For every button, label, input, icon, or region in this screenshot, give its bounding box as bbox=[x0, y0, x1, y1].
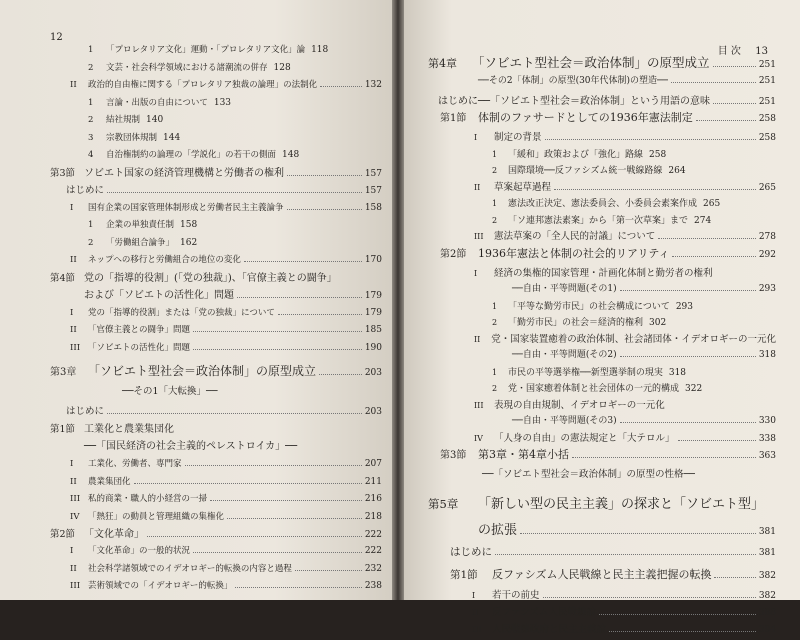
entry-title: ──自由・平等問題(その1) bbox=[512, 284, 617, 294]
toc-entry bbox=[50, 307, 382, 325]
dot-leader bbox=[520, 533, 756, 534]
entry-title: 反ファシズム人民戦線論 bbox=[492, 607, 597, 618]
entry-title: 経済の集権的国家管理・計画化体制と勤労者の権利 bbox=[494, 267, 713, 279]
entry-page-number: 265 bbox=[758, 182, 776, 193]
entry-label: 第4章 bbox=[428, 57, 457, 70]
dot-leader bbox=[599, 614, 756, 615]
dot-leader bbox=[227, 518, 362, 519]
toc-entry bbox=[428, 214, 776, 231]
entry-number: 1 bbox=[88, 97, 94, 108]
dot-leader bbox=[671, 82, 756, 83]
entry-title: 「ソ連邦憲法素案」から「第一次草案」まで bbox=[508, 215, 689, 226]
entry-page-number: 211 bbox=[364, 476, 382, 487]
entry-page-number: 140 bbox=[146, 115, 164, 125]
toc-entry bbox=[428, 164, 776, 181]
toc-list-right bbox=[428, 56, 776, 640]
entry-title: ──その1「大転換」── bbox=[122, 386, 218, 397]
entry-title: 憲法草案の「全人民的討議」について bbox=[494, 231, 656, 242]
entry-page-number: 222 bbox=[364, 530, 382, 540]
toc-entry bbox=[428, 623, 776, 640]
entry-page-number: 157 bbox=[364, 168, 382, 179]
entry-page-number: 216 bbox=[364, 494, 382, 504]
entry-number: II bbox=[70, 476, 77, 487]
entry-title: 1936年憲法と体制の社会的リアリティ bbox=[478, 246, 670, 260]
toc-entry bbox=[50, 476, 382, 494]
entry-page-number: 179 bbox=[364, 290, 382, 301]
entry-page-number: 179 bbox=[364, 307, 382, 318]
entry-number: 4 bbox=[88, 150, 94, 160]
entry-number: II bbox=[70, 255, 77, 265]
toc-entry bbox=[428, 606, 776, 623]
entry-page-number: 338 bbox=[758, 433, 776, 444]
toc-entry bbox=[428, 230, 776, 247]
entry-page-number: 203 bbox=[364, 368, 382, 378]
dot-leader bbox=[193, 331, 362, 332]
entry-title: 反ファシズム人民戦線と民主主義把握の転換 bbox=[492, 568, 712, 581]
entry-title: 自治権制約の論理の「学説化」の若干の側面 bbox=[106, 150, 277, 160]
entry-number: I bbox=[70, 307, 74, 318]
left-page bbox=[0, 0, 392, 600]
entry-number: 2 bbox=[88, 115, 94, 125]
entry-number: II bbox=[70, 80, 77, 90]
toc-entry bbox=[428, 197, 776, 214]
dot-leader bbox=[495, 554, 756, 555]
toc-list-left bbox=[50, 44, 382, 598]
entry-title: および「ソビエトの活性化」問題 bbox=[84, 289, 234, 301]
entry-page-number: 185 bbox=[364, 325, 382, 335]
entry-title: 文芸・社会科学領域における諸潮流の併存 bbox=[106, 62, 268, 73]
entry-page-number: 133 bbox=[213, 97, 232, 108]
entry-title: 「勤労市民」の社会＝経済的権利 bbox=[508, 318, 644, 328]
entry-page-number: 203 bbox=[364, 407, 382, 417]
toc-entry bbox=[50, 385, 382, 405]
dot-leader bbox=[295, 570, 362, 571]
entry-number: III bbox=[474, 400, 484, 410]
entry-page-number: 232 bbox=[364, 563, 382, 574]
entry-page-number: 207 bbox=[364, 459, 382, 469]
entry-number: II bbox=[472, 608, 479, 617]
entry-page-number: 128 bbox=[273, 62, 291, 73]
entry-title: 農業集団化 bbox=[88, 476, 131, 487]
toc-entry bbox=[428, 399, 776, 416]
dot-leader bbox=[278, 314, 362, 315]
page-number-left: 12 bbox=[50, 32, 63, 43]
entry-title: 「新しい型の民主主義」の探求と「ソビエト型」 bbox=[478, 497, 765, 512]
entry-title: 国有企業の国家管理体制形成と労働者民主主義論争 bbox=[88, 202, 284, 213]
entry-page-number: 251 bbox=[758, 97, 776, 107]
entry-title: 「文化革命」の一般的状況 bbox=[88, 546, 191, 556]
toc-entry bbox=[428, 432, 776, 449]
toc-entry bbox=[428, 181, 776, 198]
entry-title: はじめに bbox=[66, 184, 105, 196]
toc-entry bbox=[428, 415, 776, 432]
entry-page-number: 394 bbox=[758, 625, 776, 635]
entry-number: 1 bbox=[492, 149, 498, 159]
toc-entry bbox=[50, 272, 382, 289]
entry-number: 2 bbox=[492, 215, 498, 225]
dot-leader bbox=[185, 465, 362, 466]
entry-label: 第2節 bbox=[440, 248, 467, 260]
toc-entry bbox=[50, 237, 382, 255]
toc-entry bbox=[50, 254, 382, 272]
entry-title: 党の「指導的役割」(「党の独裁」)、「官僚主義との闘争」 bbox=[84, 272, 337, 284]
entry-page-number: 381 bbox=[758, 527, 776, 537]
toc-entry bbox=[50, 528, 382, 545]
entry-title: 「平等な勤労市民」の社会構成について bbox=[508, 301, 670, 312]
toc-entry bbox=[50, 423, 382, 440]
entry-title: はじめに bbox=[66, 406, 105, 417]
toc-entry bbox=[50, 493, 382, 511]
entry-page-number: 274 bbox=[694, 215, 712, 226]
entry-page-number: 293 bbox=[758, 284, 776, 294]
toc-entry bbox=[50, 440, 382, 458]
dot-leader bbox=[134, 483, 362, 484]
toc-entry bbox=[50, 97, 382, 115]
dot-leader bbox=[210, 500, 362, 501]
toc-entry bbox=[428, 247, 776, 267]
toc-entry bbox=[428, 75, 776, 95]
dot-leader bbox=[193, 349, 362, 350]
entry-title: 若干の前史 bbox=[492, 590, 540, 601]
entry-title: ──自由・平等問題(その2) bbox=[512, 350, 617, 360]
entry-page-number: 278 bbox=[758, 232, 776, 242]
entry-label: 第2節 bbox=[50, 529, 76, 540]
entry-label: 第1節 bbox=[450, 569, 478, 581]
dot-leader bbox=[672, 256, 755, 257]
entry-page-number: 222 bbox=[364, 546, 382, 556]
entry-page-number: 218 bbox=[364, 511, 382, 522]
entry-number: 1 bbox=[492, 301, 498, 311]
entry-number: 3 bbox=[88, 132, 94, 143]
entry-page-number: 258 bbox=[758, 133, 776, 143]
toc-entry bbox=[428, 283, 776, 300]
dot-leader bbox=[287, 209, 362, 210]
entry-page-number: 292 bbox=[758, 249, 776, 260]
dot-leader bbox=[237, 297, 362, 298]
toc-entry bbox=[428, 267, 776, 284]
toc-entry bbox=[50, 580, 382, 598]
toc-entry bbox=[50, 79, 382, 97]
toc-entry bbox=[428, 448, 776, 468]
entry-title: 宗教団体規制 bbox=[106, 132, 158, 143]
toc-entry bbox=[50, 545, 382, 563]
entry-number: IV bbox=[70, 511, 80, 522]
entry-title: 「ソビエト型社会＝政治体制」の原型成立 bbox=[88, 364, 317, 378]
entry-title: 「ソビエト型社会＝政治体制」の原型成立 bbox=[472, 55, 710, 70]
toc-entry bbox=[428, 366, 776, 383]
entry-label: 第3節 bbox=[50, 167, 76, 179]
entry-number: 2 bbox=[88, 62, 94, 73]
entry-number: 1 bbox=[88, 45, 94, 55]
entry-title: 芸術領域での「イデオロギー的転換」 bbox=[88, 581, 233, 591]
entry-number: 2 bbox=[492, 318, 498, 327]
entry-title: 企業の単独責任制 bbox=[106, 220, 175, 230]
page-number-right: 13 bbox=[755, 46, 768, 57]
entry-page-number: 157 bbox=[364, 185, 382, 196]
entry-number: I bbox=[472, 591, 476, 600]
entry-page-number: 132 bbox=[364, 80, 382, 90]
entry-title: 党の「指導的役割」または「党の独裁」について bbox=[88, 307, 275, 318]
toc-entry bbox=[428, 95, 776, 111]
entry-label: 第5章 bbox=[428, 497, 459, 511]
entry-title: 「緩和」政策および「強化」路線 bbox=[508, 149, 644, 160]
toc-entry bbox=[428, 131, 776, 148]
entry-page-number: 148 bbox=[282, 150, 300, 160]
entry-title: 憲法改正決定、憲法委員会、小委員会素案作成 bbox=[508, 199, 698, 209]
entry-title: 国際環境──反ファシズム統一戦線路線 bbox=[508, 166, 663, 176]
toc-entry bbox=[50, 365, 382, 385]
entry-title: の拡張 bbox=[478, 523, 518, 538]
entry-page-number: 293 bbox=[675, 301, 694, 312]
dot-leader bbox=[107, 413, 362, 414]
entry-number: 1 bbox=[492, 367, 498, 377]
entry-label: 第3節 bbox=[440, 450, 467, 461]
entry-page-number: 158 bbox=[180, 220, 198, 230]
entry-title: ──「国民経済の社会主義的ペレストロイカ」── bbox=[84, 441, 298, 452]
toc-entry bbox=[50, 405, 382, 423]
entry-page-number: 162 bbox=[180, 237, 198, 248]
toc-entry bbox=[428, 498, 776, 524]
toc-entry bbox=[428, 589, 776, 606]
entry-title: 「人身の自由」の憲法規定と「大テロル」 bbox=[494, 432, 675, 444]
entry-page-number: 258 bbox=[758, 114, 776, 124]
toc-entry bbox=[50, 511, 382, 529]
dot-leader bbox=[713, 66, 756, 67]
entry-page-number: 238 bbox=[364, 581, 382, 591]
entry-title: 「ソビエトの活性化」問題 bbox=[88, 342, 191, 353]
entry-page-number: 251 bbox=[758, 60, 776, 70]
entry-title: ──自由・平等問題(その3) bbox=[512, 416, 617, 426]
entry-number: III bbox=[474, 232, 484, 241]
entry-page-number: 382 bbox=[758, 571, 776, 581]
entry-title: 市民の平等選挙権──新型選挙制の現実 bbox=[508, 367, 663, 378]
dot-leader bbox=[696, 120, 756, 121]
toc-entry bbox=[50, 324, 382, 342]
dot-leader bbox=[620, 356, 756, 357]
entry-number: II bbox=[474, 182, 481, 192]
entry-label: 第1節 bbox=[50, 424, 76, 435]
toc-entry bbox=[50, 184, 382, 202]
toc-entry bbox=[50, 458, 382, 476]
dot-leader bbox=[554, 189, 756, 190]
toc-entry bbox=[50, 62, 382, 80]
toc-entry bbox=[50, 289, 382, 307]
dot-leader bbox=[193, 552, 362, 553]
toc-entry bbox=[50, 342, 382, 360]
toc-entry bbox=[428, 111, 776, 131]
toc-entry bbox=[428, 148, 776, 165]
entry-page-number: 190 bbox=[364, 342, 382, 353]
entry-number: III bbox=[472, 625, 482, 634]
dot-leader bbox=[658, 238, 756, 239]
entry-page-number: 302 bbox=[649, 318, 667, 328]
entry-number: IV bbox=[474, 433, 483, 443]
dot-leader bbox=[620, 422, 756, 423]
entry-number: III bbox=[70, 342, 81, 353]
entry-page-number: 265 bbox=[703, 199, 721, 209]
right-page bbox=[404, 0, 800, 635]
toc-entry bbox=[428, 300, 776, 317]
entry-title: 人民戦線政府と民主主義論 bbox=[492, 624, 607, 635]
dot-leader bbox=[620, 290, 756, 291]
toc-entry bbox=[50, 167, 382, 184]
entry-label: 第4節 bbox=[50, 272, 76, 284]
entry-page-number: 318 bbox=[668, 367, 687, 378]
entry-title: はじめに──「ソビエト型社会＝政治体制」という用語の意味 bbox=[438, 96, 711, 107]
entry-title: 「プロレタリア文化」運動・「プロレタリア文化」論 bbox=[106, 45, 306, 55]
toc-entry bbox=[428, 333, 776, 350]
entry-title: ソビエト国家の経済管理機構と労働者の権利 bbox=[84, 167, 284, 179]
entry-number: 1 bbox=[88, 220, 94, 230]
running-header bbox=[428, 42, 776, 56]
entry-label: 第3章 bbox=[50, 367, 77, 378]
entry-title: 社会科学諸領域でのイデオロギー的転換の内容と過程 bbox=[88, 563, 292, 574]
book-gutter bbox=[392, 0, 404, 600]
dot-leader bbox=[320, 86, 362, 87]
entry-page-number: 170 bbox=[364, 255, 382, 265]
entry-page-number: 318 bbox=[758, 350, 776, 360]
dot-leader bbox=[572, 457, 756, 458]
dot-leader bbox=[714, 577, 755, 578]
entry-page-number: 322 bbox=[685, 384, 703, 394]
entry-title: 「労働組合論争」 bbox=[106, 237, 175, 248]
toc-entry bbox=[50, 44, 382, 62]
toc-entry bbox=[428, 349, 776, 366]
toc-entry bbox=[50, 149, 382, 167]
header-label: 目 次 bbox=[717, 46, 741, 57]
entry-title: 制定の背景 bbox=[494, 132, 542, 143]
entry-title: 政治的自由権に関する「プロレタリア独裁の論理」の法制化 bbox=[88, 80, 318, 90]
toc-entry bbox=[50, 132, 382, 150]
entry-title: 「文化革命」 bbox=[84, 529, 144, 540]
entry-title: はじめに bbox=[450, 546, 492, 558]
dot-leader bbox=[244, 261, 362, 262]
entry-number: 2 bbox=[492, 384, 498, 393]
entry-number: III bbox=[70, 581, 81, 591]
entry-number: I bbox=[474, 268, 478, 278]
entry-number: 2 bbox=[88, 237, 94, 248]
toc-entry bbox=[428, 568, 776, 589]
entry-title: ──その2「体制」の原型(30年代体制)の塑造── bbox=[478, 76, 668, 86]
entry-title: 「官僚主義との闘争」問題 bbox=[88, 325, 191, 335]
entry-page-number: 264 bbox=[668, 166, 686, 176]
dot-leader bbox=[287, 175, 362, 176]
toc-entry bbox=[428, 546, 776, 568]
entry-page-number: 381 bbox=[758, 548, 776, 558]
entry-number: II bbox=[70, 563, 77, 574]
entry-number: II bbox=[70, 325, 77, 335]
entry-number: III bbox=[70, 494, 81, 504]
entry-title: 第3章・第4章小括 bbox=[478, 448, 569, 461]
entry-number: I bbox=[70, 202, 74, 213]
entry-label: 第1節 bbox=[440, 113, 467, 124]
dot-leader bbox=[678, 440, 756, 441]
entry-title: 言論・出版の自由について bbox=[106, 97, 208, 108]
entry-title: 工業化、労働者、専門家 bbox=[88, 459, 182, 469]
toc-entry bbox=[428, 316, 776, 333]
entry-title: 党・国家癒着体制と社会団体の一元的構成 bbox=[508, 384, 680, 394]
entry-number: 1 bbox=[492, 199, 498, 208]
entry-title: 表現の自由規制、イデオロギーの一元化 bbox=[494, 399, 665, 411]
entry-page-number: 118 bbox=[311, 45, 329, 55]
entry-title: ──「ソビエト型社会＝政治体制」の原型の性格── bbox=[482, 469, 695, 480]
entry-page-number: 158 bbox=[364, 202, 382, 213]
toc-entry bbox=[428, 56, 776, 75]
entry-title: 体制のファサードとしての1936年憲法制定 bbox=[478, 111, 693, 124]
dot-leader bbox=[545, 139, 756, 140]
toc-entry bbox=[50, 563, 382, 581]
dot-leader bbox=[319, 374, 362, 375]
entry-title: 「熱狂」の動員と管理組織の集権化 bbox=[88, 511, 225, 522]
entry-title: ネップへの移行と労働組合の地位の変化 bbox=[88, 255, 241, 265]
entry-title: 草案起草過程 bbox=[494, 181, 552, 193]
toc-entry bbox=[428, 524, 776, 546]
entry-title: 党・国家装置癒着の政治体制、社会諸団体・イデオロギーの一元化 bbox=[491, 333, 776, 345]
entry-number: II bbox=[474, 334, 481, 344]
dot-leader bbox=[107, 192, 362, 193]
toc-entry bbox=[50, 202, 382, 220]
entry-number: 2 bbox=[492, 166, 498, 175]
toc-entry bbox=[50, 114, 382, 132]
entry-page-number: 382 bbox=[758, 591, 776, 601]
entry-title: 結社規制 bbox=[106, 115, 141, 125]
entry-page-number: 388 bbox=[758, 608, 776, 618]
dot-leader bbox=[609, 631, 756, 632]
entry-page-number: 258 bbox=[649, 149, 667, 160]
dot-leader bbox=[713, 103, 756, 104]
toc-entry bbox=[428, 382, 776, 399]
entry-number: I bbox=[474, 133, 478, 142]
dot-leader bbox=[543, 597, 756, 598]
entry-title: 工業化と農業集団化 bbox=[84, 424, 174, 435]
entry-page-number: 363 bbox=[758, 451, 776, 461]
entry-title: 私的商業・職人的小経営の一掃 bbox=[88, 494, 208, 504]
entry-page-number: 251 bbox=[758, 76, 776, 86]
dot-leader bbox=[235, 587, 361, 588]
toc-entry bbox=[50, 219, 382, 237]
entry-number: I bbox=[70, 546, 74, 556]
dot-leader bbox=[147, 536, 362, 537]
entry-number: I bbox=[70, 459, 74, 469]
toc-entry bbox=[428, 468, 776, 490]
entry-page-number: 144 bbox=[163, 132, 181, 143]
entry-page-number: 330 bbox=[758, 416, 776, 426]
